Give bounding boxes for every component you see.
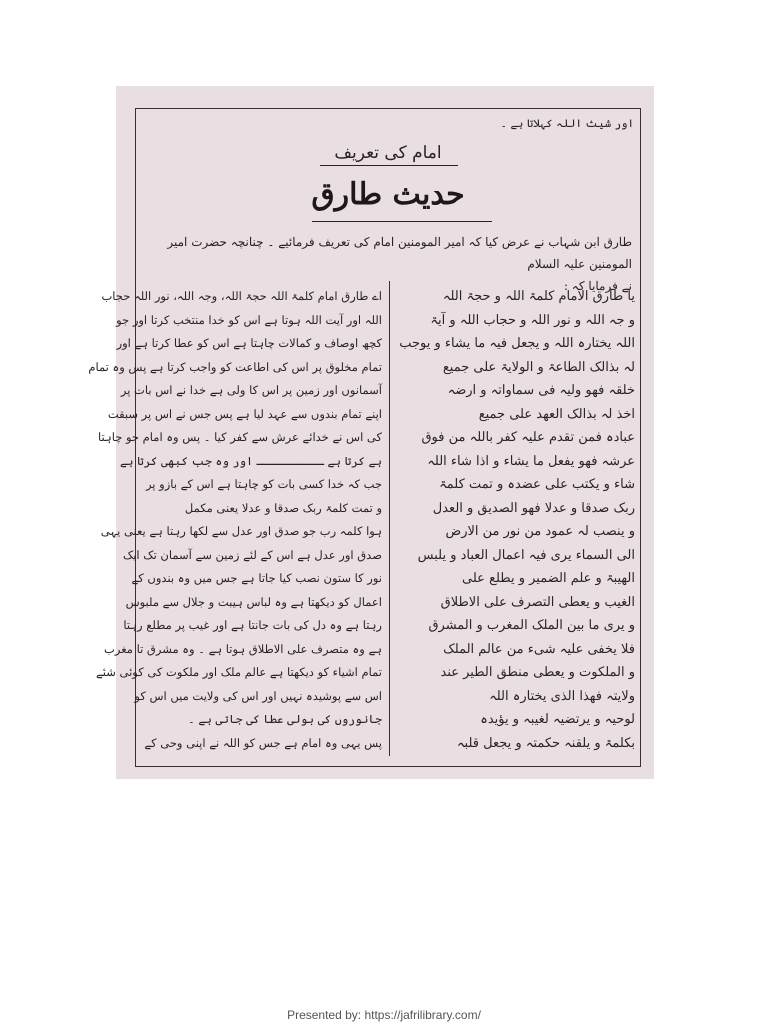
arabic-text-line: عرشہ فھو یفعل ما یشاء و اذا شاء اللہ bbox=[427, 453, 635, 469]
arabic-text-line: ربک صدقا و عدلا فھو الصدیق و العدل bbox=[432, 500, 635, 516]
urdu-text-line: پس یہی وہ امام ہے جس کو اللہ نے اپنی وحی کے bbox=[144, 735, 382, 750]
title-underline bbox=[312, 221, 492, 222]
urdu-text-line: نور کا ستون نصب کیا جاتا ہے جس میں وہ بندوں کے bbox=[131, 571, 382, 585]
urdu-text-line: کچھ اوصاف و کمالات چاہتا ہے اس کو عطا کرتا ہے اور bbox=[116, 336, 382, 350]
arabic-text-line: الی السماء یری فیہ اعمال العباد و یلبس bbox=[417, 547, 635, 563]
page-frame bbox=[88, 108, 641, 767]
urdu-translation-column bbox=[88, 285, 382, 755]
urdu-text-line: کی اس نے خدائے عرش سے کفر کیا ۔ پس وہ امام جو چاہتا bbox=[98, 430, 382, 444]
scanned-page bbox=[88, 86, 654, 779]
urdu-text-line: اے طارق امام کلمۃ اللہ حجۃ اللہ، وجہ اللہ، نور اللہ حجاب bbox=[101, 289, 382, 303]
footer-credit: Presented by: https://jafrilibrary.com/ bbox=[287, 1008, 481, 1022]
urdu-text-line: اعمال کو دیکھتا ہے وہ لباس ہیبت و جلال سے ملبوس bbox=[125, 594, 382, 609]
arabic-text-line: شاء و یکتب علی عضدہ و تمت کلمۃ bbox=[439, 477, 635, 492]
urdu-text-line: آسمانوں اور زمین پر اس کا ولی ہے خدا نے اس بات پر bbox=[120, 383, 382, 397]
urdu-text-line: اپنے تمام بندوں سے عہد لیا ہے پس جس نے اس پر سبقت bbox=[107, 406, 382, 421]
arabic-text-line: لہ بذالک الطاعۃ و الولایۃ علی جمیع bbox=[442, 359, 635, 375]
section-subtitle: امام کی تعریف bbox=[334, 143, 442, 163]
arabic-text-line: ولایتہ فھذا الذی یختارہ اللہ bbox=[489, 688, 635, 704]
intro-line: نے فرمایا کہ : bbox=[563, 279, 632, 293]
arabic-text-line: الھیبۃ و علم الضمیر و یطلع علی bbox=[462, 571, 635, 586]
arabic-text-line: بکلمۃ و یلقنہ حکمتہ و یجعل قلبہ bbox=[456, 735, 635, 751]
urdu-text-line: تمام مخلوق پر اس کی اطاعت کو واجب کرتا ہے پس وہ تمام bbox=[88, 359, 382, 374]
urdu-text-line: تمام اشیاء کو دیکھتا ہے عالم ملک اور ملکوت کی کوئی شئے bbox=[95, 665, 382, 679]
urdu-text-line: ہے کرتا ہے ــــــــــ اور وہ جب کبھی کرتا ہے bbox=[119, 453, 382, 468]
urdu-text-line: اس سے پوشیدہ نہیں اور اس کی ولایت میں اس کو bbox=[134, 688, 382, 703]
arabic-text-line: و جہ اللہ و نور اللہ و حجاب اللہ و آیۃ bbox=[430, 312, 635, 328]
urdu-text-line: ہے وہ متصرف علی الاطلاق ہوتا ہے ۔ وہ مشرق تا مغرب bbox=[104, 641, 382, 656]
arabic-text-line: الغیب و یعطی التصرف علی الاطلاق bbox=[440, 594, 635, 610]
arabic-text-line: اللہ یختارہ اللہ و یجعل فیہ ما یشاء و یوجب bbox=[399, 336, 635, 351]
arabic-text-line: و یری ما بین الملک المغرب و المشرق bbox=[428, 618, 635, 633]
arabic-text-line: خلقہ فھو ولیہ فی سماواتہ و ارضہ bbox=[447, 383, 635, 398]
arabic-text-line: اخذ لہ بذالک العھد علی جمیع bbox=[478, 406, 635, 422]
urdu-text-line: جانوروں کی بولی عطا کی جاتی ہے ۔ bbox=[187, 712, 382, 726]
arabic-text-line: لوحیہ و یرتضیہ لغیبہ و یؤیدہ bbox=[480, 712, 635, 727]
header-note: اور شیث اللہ کہلاتا ہے ۔ bbox=[500, 117, 634, 130]
urdu-text-line: صدق اور عدل ہے اس کے لئے زمین سے آسمان تک ایک bbox=[122, 547, 382, 562]
page-title: حدیث طارق bbox=[311, 177, 465, 212]
arabic-text-line: یا طارق الامام کلمۃ اللہ و حجۃ اللہ bbox=[442, 289, 635, 304]
subtitle-underline bbox=[320, 165, 458, 166]
arabic-text-column bbox=[399, 285, 635, 755]
urdu-text-line: ہوا کلمہ رب جو صدق اور عدل سے لکھا رہتا ہے یعنی یہی bbox=[100, 524, 382, 538]
urdu-text-line: جب کہ خدا کسی بات کو چاہتا ہے اس کے بازو پر bbox=[145, 477, 382, 491]
arabic-text-line: فلا یخفی علیہ شیء من عالم الملک bbox=[443, 641, 635, 657]
arabic-text-line: عبادہ فمن تقدم علیہ کفر باللہ من فوق bbox=[421, 430, 635, 445]
intro-line: طارق ابن شہاب نے عرض کیا کہ امیر المومنین امام کی تعریف فرمائیے ۔ چنانچہ حضرت امیر المومنین علیہ السلام bbox=[167, 235, 632, 271]
urdu-text-line: اللہ اور آیت اللہ ہوتا ہے اس کو خدا منتخب کرتا اور جو bbox=[116, 312, 382, 327]
column-divider bbox=[389, 281, 390, 756]
urdu-text-line: و تمت کلمۃ ربک صدقا و عدلا یعنی مکمل bbox=[184, 500, 382, 515]
arabic-text-line: و الملکوت و یعطی منطق الطیر عند bbox=[440, 665, 635, 680]
arabic-text-line: و ینصب لہ عمود من نور من الارض bbox=[445, 524, 635, 539]
urdu-text-line: رہتا ہے وہ دل کی بات جانتا ہے اور غیب پر مطلع رہتا bbox=[123, 618, 382, 632]
